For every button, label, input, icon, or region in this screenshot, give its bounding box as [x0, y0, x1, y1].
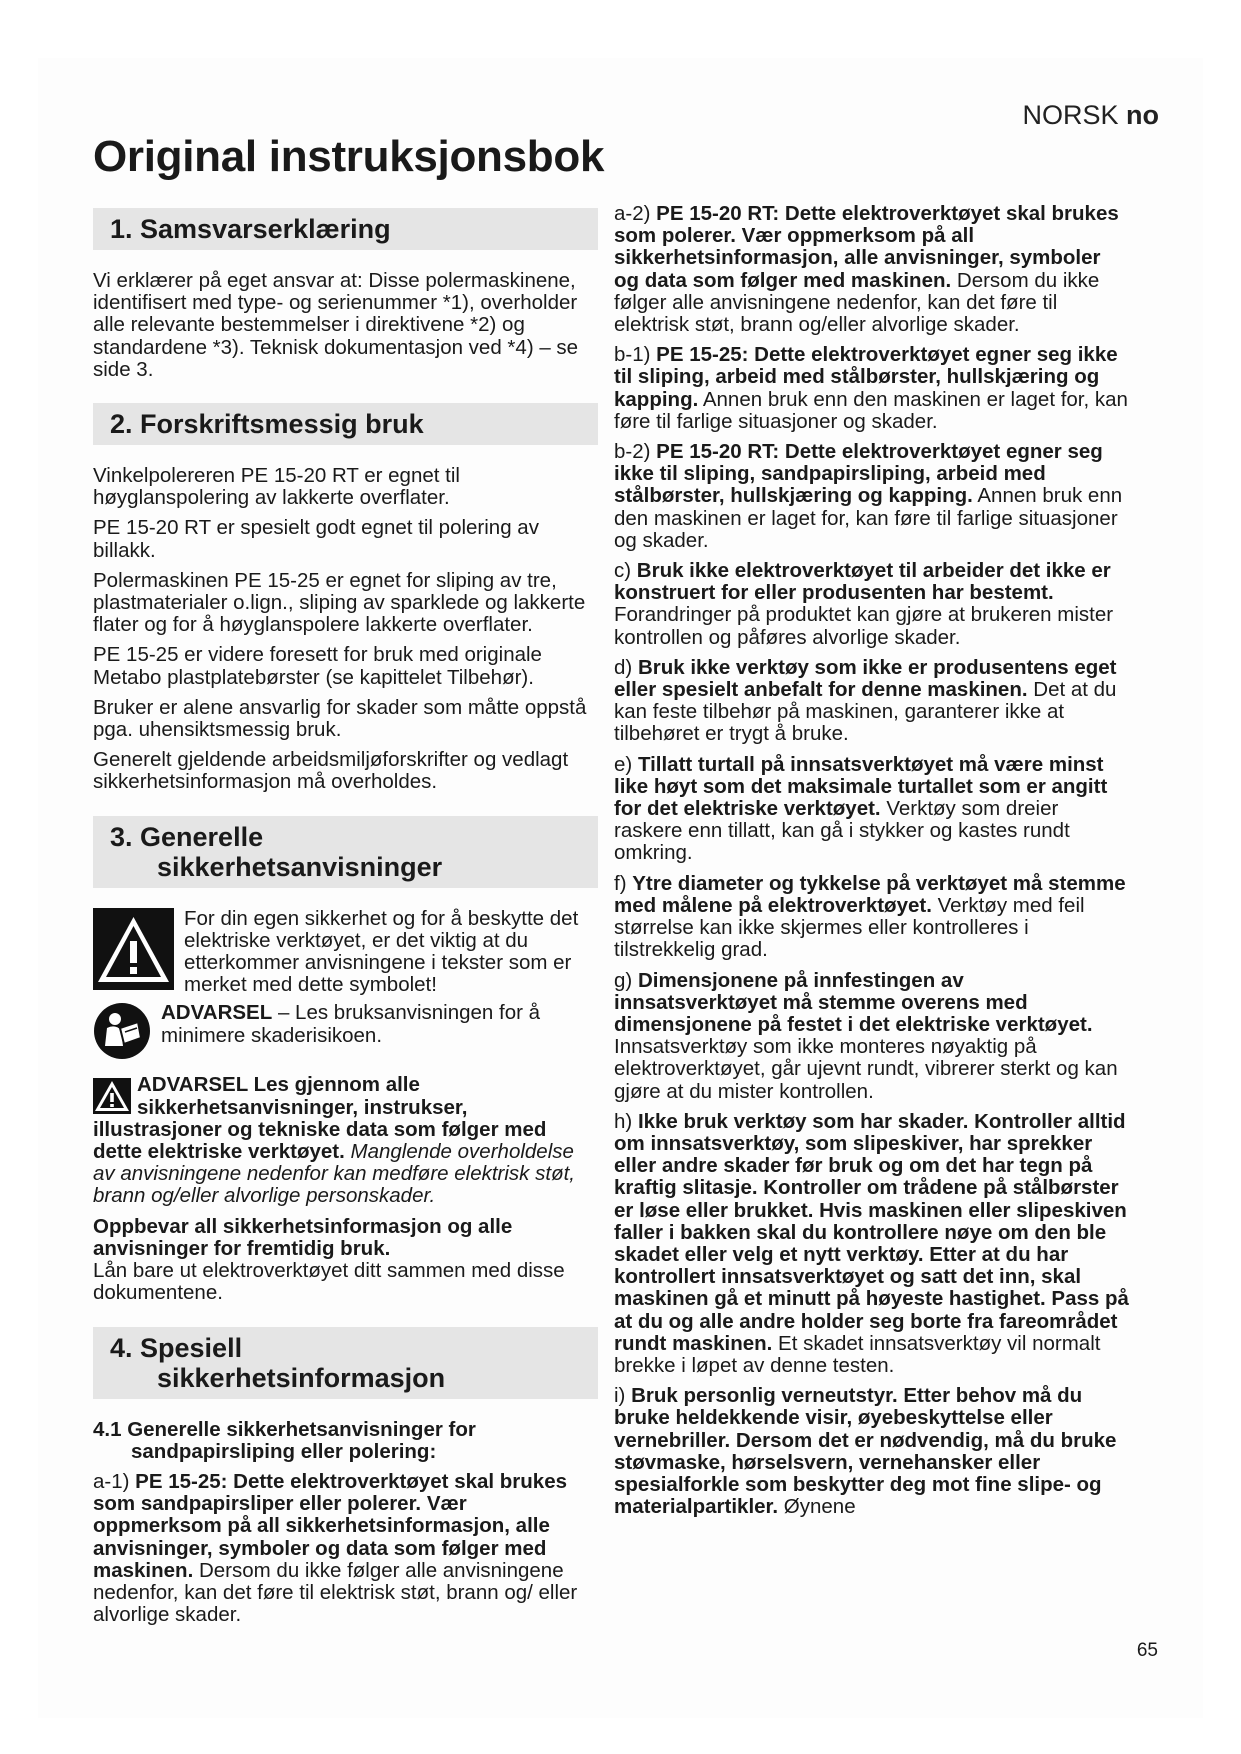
item-c [614, 560, 1130, 649]
item-b2-bold: PE 15-20 RT: Dette elektroverktøyet egner seg ikke til sliping, sandpapirsliping, arbeid med stålbørster, hullskjæring og kapping. [614, 440, 1103, 508]
item-h-bold: Ikke bruk verktøy som har skader. Kontroller alltid om innsatsverktøy, som slipeskiver, har sprekker eller andre skader før bruk og om det har tegn på kraftig slitasje. Kontroller om trådene på stålbørster er løse eller brukket. Hvis maskinen eller slipeskiven faller i bakken skal du kontrollere nøye om den ble skadet eller velg et nytt verktøy. Etter at du har kontrollert innsatsverktøyet og satt det inn, skal maskinen gå et minutt på høyeste hastighet. Pass på at du og alle andre holder seg borte fra fareområdet rundt maskinen. [614, 1109, 1129, 1355]
item-a2-bold: PE 15-20 RT: Dette elektroverktøyet skal brukes som polerer. Vær oppmerksom på all sikkerhetsinformasjon, alle anvisninger, symboler og data som følger med maskinen. [614, 202, 1119, 292]
item-a2-label: a-2) [614, 202, 657, 225]
item-f-label: f) [614, 871, 633, 895]
item-e-label: e) [614, 752, 638, 776]
item-a1-bold: PE 15-25: Dette elektroverktøyet skal brukes som sandpapirsliper eller polerer. Vær oppmerksom på all sikkerhetsinformasjon, alle anvisninger, symboler og data som følger med maskinen. [93, 1469, 568, 1582]
item-a1-label: a-1) [93, 1469, 136, 1493]
section-2-text-6: Generelt gjeldende arbeidsmiljøforskrifter og vedlagt sikkerhetsinformasjon må overholdes. [93, 748, 569, 794]
section-1-text: Vi erklærer på eget ansvar at: Disse polermaskinene, identifisert med type- og serienummer *1), overholder alle relevante bestemmelser i direktivene *2) og standardene *3). Teknisk dokumentasjon ved *4) – se side 3. [93, 269, 579, 381]
section-2-text-1: Vinkelpolereren PE 15-20 RT er egnet til høyglanspolering av lakkerte overflater. [93, 464, 460, 510]
item-g-bold: Dimensjonene på innfestingen av innsatsverktøyet må stemme overens med dimensjonene på festet i det elektriske verktøyet. [614, 968, 1093, 1036]
language-name: NORSK [1022, 100, 1119, 130]
read-manual-text [161, 1002, 598, 1060]
item-b1 [614, 344, 1130, 433]
item-h-label: h) [614, 1109, 638, 1133]
section-1-heading: 1. Samsvarserklæring [93, 208, 598, 250]
general-warning-italic: Manglende overholdelse av anvisningene nedenfor kan medføre elektrisk støt, brann og/eller alvorlige personskader. [93, 1140, 575, 1208]
general-warning-bold: ADVARSEL Les gjennom alle sikkerhetsanvisninger, instrukser, illustrasjoner og tekniske data som følger med dette elektriske verktøyet. [93, 1073, 547, 1164]
left-column [93, 208, 598, 1634]
item-i-bold: Bruk personlig verneutstyr. Etter behov må du bruke heldekkende visir, øyebeskyttelse eller vernebriller. Dersom det er nødvendig, må du bruke støvmaske, hørselsvern, vernehansker eller spesialforkle som beskytter deg mot fine slipe- og materialpartikler. [614, 1384, 1117, 1519]
item-a2-text: Dersom du ikke følger alle anvisningene nedenfor, kan det føre til elektrisk støt, brann og/eller alvorlige skader. [614, 268, 1100, 337]
section-4-heading-line1: 4. Spesiell [110, 1332, 243, 1363]
section-3-heading-line1: 3. Generelle [110, 821, 264, 852]
subsection-4-1-line1: 4.1 Generelle sikkerhetsanvisninger for [93, 1417, 476, 1441]
item-d-label: d) [614, 655, 638, 679]
page-title: Original instruksjonsbok [93, 132, 605, 181]
right-column [614, 203, 1130, 1526]
item-b2-text: Annen bruk enn den maskinen er laget for, kan føre til farlige situasjoner og skader. [614, 484, 1123, 552]
general-warning-paragraph [93, 1074, 598, 1207]
warning-symbol-text: For din egen sikkerhet og for å beskytte det elektriske verktøyet, er det viktig at du etterkommer anvisningene i tekster som er merket med dette symbolet! [184, 906, 579, 997]
item-h [614, 1111, 1130, 1377]
item-c-text: Forandringer på produktet kan gjøre at brukeren mister kontrollen og påføres alvorlige skader. [614, 603, 1114, 649]
item-d-text: Det at du kan feste tilbehør på maskinen, garanterer ikke at tilbehøret er trygt å bruke. [614, 678, 1117, 746]
item-a1 [93, 1471, 598, 1626]
item-b1-label: b-1) [614, 343, 657, 367]
item-f [614, 873, 1130, 962]
item-b2 [614, 441, 1130, 552]
item-i-label: i) [614, 1384, 632, 1408]
warning-symbol-note [93, 908, 598, 997]
section-2-text-5: Bruker er alene ansvarlig for skader som måtte oppstå pga. uhensiktsmessig bruk. [93, 695, 587, 742]
item-f-text: Verktøy med feil størrelse kan ikke skjermes eller kontrolleres i tilstrekkelig grad. [614, 893, 1085, 962]
item-c-bold: Bruk ikke elektroverktøyet til arbeider det ikke er konstruert for eller produsenten har bestemt. [614, 559, 1111, 605]
item-i-text: Øynene [778, 1495, 856, 1519]
section-2-text-2: PE 15-20 RT er spesielt godt egnet til polering av billakk. [93, 516, 539, 562]
item-a1-text: Dersom du ikke følger alle anvisningene nedenfor, kan det føre til elektrisk støt, brann og/ eller alvorlige skader. [93, 1558, 578, 1627]
item-c-label: c) [614, 559, 637, 583]
item-e-bold: Tillatt turtall på innsatsverktøyet må være minst like høyt som det maksimale turtallet som er angitt for det elektriske verktøyet. [614, 752, 1108, 821]
item-b1-text: Annen bruk enn den maskinen er laget for, kan føre til farlige situasjoner og skader. [614, 387, 1128, 433]
item-a2 [614, 203, 1130, 336]
item-h-text: Et skadet innsatsverktøy vil normalt brekke i løpet av denne testen. [614, 1331, 1101, 1377]
section-3-heading-line2: sikkerhetsanvisninger [157, 851, 443, 882]
item-i [614, 1385, 1130, 1518]
language-code: no [1126, 100, 1159, 130]
keep-instructions-text: Lån bare ut elektroverktøyet ditt sammen med disse dokumentene. [93, 1259, 565, 1305]
warning-triangle-icon [93, 908, 174, 990]
item-g-label: g) [614, 968, 638, 992]
subsection-4-1-line2: sandpapirsliping eller polering: [131, 1439, 437, 1463]
read-manual-note [93, 1002, 598, 1060]
advarsel-text: – Les bruksanvisningen for å minimere skaderisikoen. [161, 1001, 541, 1047]
section-2-text-4: PE 15-25 er videre foresett for bruk med originale Metabo plastplatebørster (se kapittelet Tilbehør). [93, 643, 542, 689]
item-e [614, 754, 1130, 865]
section-3-heading [93, 816, 598, 888]
item-d-bold: Bruk ikke verktøy som ikke er produsentens eget eller spesielt anbefalt for denne maskinen. [614, 655, 1117, 702]
section-2-text-3: Polermaskinen PE 15-25 er egnet for sliping av tre, plastmaterialer o.lign., sliping av sparklede og lakkerte flater og for å høyglanspolere lakkerte overflater. [93, 568, 586, 637]
read-manual-icon [93, 1002, 151, 1060]
item-f-bold: Ytre diameter og tykkelse på verktøyet må stemme med målene på elektroverktøyet. [614, 871, 1126, 917]
section-2-heading: 2. Forskriftsmessig bruk [93, 403, 598, 445]
item-e-text: Verktøy som dreier raskere enn tillatt, kan gå i stykker og kastes rundt omkring. [614, 797, 1070, 865]
subsection-4-1-heading [93, 1419, 598, 1463]
keep-instructions [93, 1216, 598, 1305]
item-d [614, 657, 1130, 746]
item-b1-bold: PE 15-25: Dette elektroverktøyet egner seg ikke til sliping, arbeid med stålbørster, hullskjæring og kapping. [614, 343, 1118, 411]
small-warning-icon [93, 1078, 131, 1114]
item-g-text: Innsatsverktøy som ikke monteres nøyaktig på elektroverktøyet, går ujevnt rundt, vibrerer sterkt og kan gjøre at du mister kontrollen. [614, 1035, 1118, 1103]
keep-instructions-bold: Oppbevar all sikkerhetsinformasjon og alle anvisninger for fremtidig bruk. [93, 1214, 513, 1260]
item-b2-label: b-2) [614, 440, 657, 464]
page-number: 65 [1136, 1640, 1158, 1661]
section-4-heading-line2: sikkerhetsinformasjon [157, 1362, 446, 1393]
language-indicator [1022, 100, 1159, 131]
section-4-heading [93, 1327, 598, 1399]
advarsel-label: ADVARSEL [161, 1001, 273, 1025]
item-g [614, 970, 1130, 1103]
